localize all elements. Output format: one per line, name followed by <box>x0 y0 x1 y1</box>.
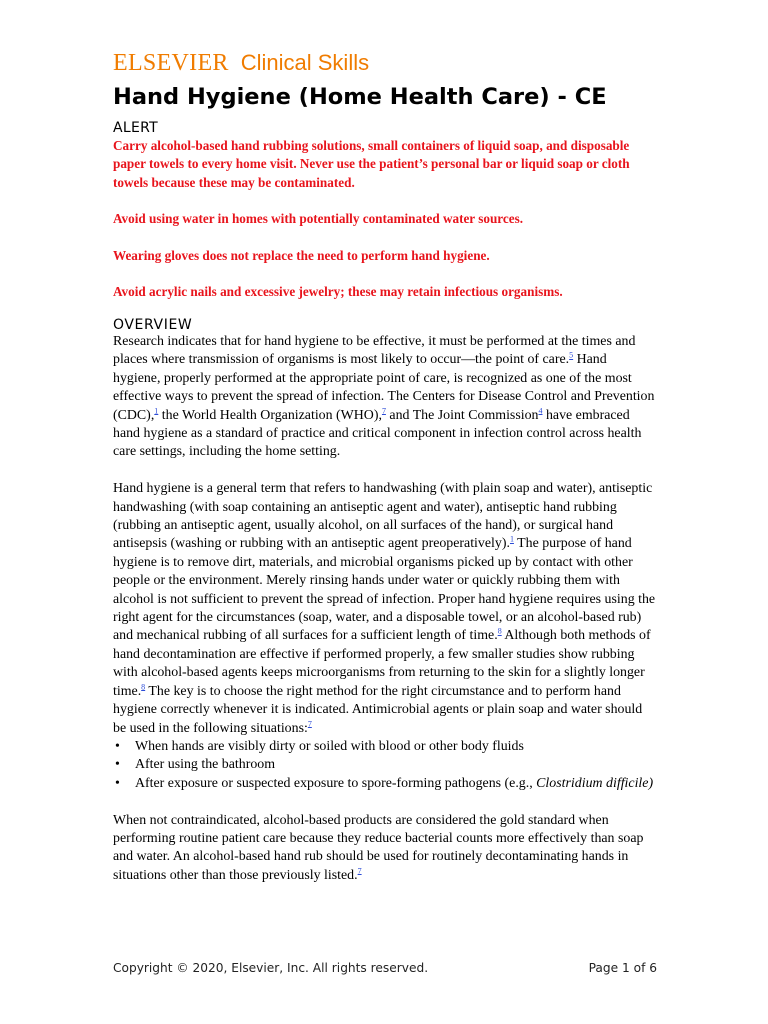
text-run: and The Joint Commission <box>385 407 539 423</box>
reference-link[interactable]: 4 <box>538 406 543 415</box>
reference-link[interactable]: 7 <box>357 866 362 876</box>
pathogen-name: Clostridium difficile <box>536 775 649 791</box>
reference-link[interactable]: 8 <box>141 682 146 692</box>
list-item <box>113 775 657 793</box>
page-footer <box>113 961 657 975</box>
reference-link[interactable]: 8 <box>497 626 502 636</box>
overview-paragraph-3 <box>113 812 657 886</box>
reference-link[interactable]: 1 <box>154 406 159 415</box>
reference-link[interactable]: 7 <box>307 718 312 728</box>
text-run: The key is to choose the right method for the right circumstance and to perform hand hygiene correctly whenever it is indicated. Antimicrobial agents or plain soap and water should be used in the following situations: <box>113 683 643 736</box>
text-run: Although both methods of hand decontamination are effective if performed properly, a few smaller studies show rubbing with alcohol-based agents keeps microorganisms from returning to the skin for a slightly longer time. <box>113 628 651 699</box>
text-run: The purpose of hand hygiene is to remove dirt, materials, and microbial organisms picked up by contact with other people or the environment. Merely rinsing hands under water or quickly rubbing them with alcohol is not sufficient to prevent the spread of infection. Proper hand hygiene requires using the right agent for the circumstances (soap, water, and a disposable towel, or an alcohol-based rub) and mechanical rubbing of all surfaces for a sufficient length of time. <box>113 536 656 644</box>
text-run: ) <box>648 775 654 791</box>
text-run: Research indicates that for hand hygiene to be effective, it must be performed at the times and places where transmission of organisms is most likely to occur—the point of care. <box>113 334 636 368</box>
overview-paragraph-2 <box>113 480 657 738</box>
brand-product: Clinical Skills <box>240 50 370 75</box>
brand-logo <box>113 50 369 77</box>
page-number: Page 1 of 6 <box>588 961 657 975</box>
text-run: have embraced hand hygiene as a standard of practice and critical component in infection control across health care settings, including the home setting. <box>113 407 642 460</box>
alert-section <box>113 137 657 319</box>
reference-link[interactable]: 7 <box>381 406 386 415</box>
situations-list <box>113 738 657 793</box>
page-title: Hand Hygiene (Home Health Care) - CE <box>113 84 607 110</box>
alert-paragraph: Carry alcohol-based hand rubbing solutions, small containers of liquid soap, and disposable paper towels to every home visit. Never use the patient’s personal bar or liquid soap or cloth towels because these may be contaminated. <box>113 138 630 190</box>
overview-section <box>113 333 657 904</box>
reference-link[interactable]: 1 <box>509 534 514 544</box>
text-run: the World Health Organization (WHO), <box>158 407 382 423</box>
reference-link[interactable]: 5 <box>569 350 574 360</box>
alert-heading: ALERT <box>113 120 158 136</box>
alert-paragraph: Wearing gloves does not replace the need to perform hand hygiene. <box>113 247 490 263</box>
alert-paragraph: Avoid acrylic nails and excessive jewelry; these may retain infectious organisms. <box>113 284 563 300</box>
copyright-text: Copyright © 2020, Elsevier, Inc. All rights reserved. <box>113 961 429 975</box>
overview-paragraph-1 <box>113 333 657 462</box>
list-item: • After using the bathroom <box>113 756 657 774</box>
text-run: Hand hygiene is a general term that refers to handwashing (with plain soap and water), antiseptic handwashing (with soap containing an antiseptic agent and water), antiseptic hand rubbing (rubbing an antiseptic agent, usually alcohol, on all surfaces of the hand), or surgical hand antisepsis (washing or rubbing with an antiseptic agent preoperatively). <box>113 481 653 552</box>
text-run: After exposure or suspected exposure to spore-forming pathogens (e.g., <box>135 775 537 791</box>
text-run: When not contraindicated, alcohol-based products are considered the gold standard when performing routine patient care because they reduce bacterial counts more effectively than soap and water. An alcohol-based hand rub should be used for routinely decontaminating hands in situations other than those previously listed. <box>113 812 644 883</box>
list-item: • When hands are visibly dirty or soiled with blood or other body fluids <box>113 738 657 756</box>
brand-name: ELSEVIER <box>113 50 229 76</box>
text-run: Hand hygiene, properly performed at the appropriate point of care, is recognized as one of the most effective ways to prevent the spread of infection. The Centers for Disease Control and Prevention (CDC), <box>113 352 655 423</box>
alert-paragraph: Avoid using water in homes with potentially contaminated water sources. <box>113 211 524 227</box>
overview-heading: OVERVIEW <box>113 317 193 333</box>
